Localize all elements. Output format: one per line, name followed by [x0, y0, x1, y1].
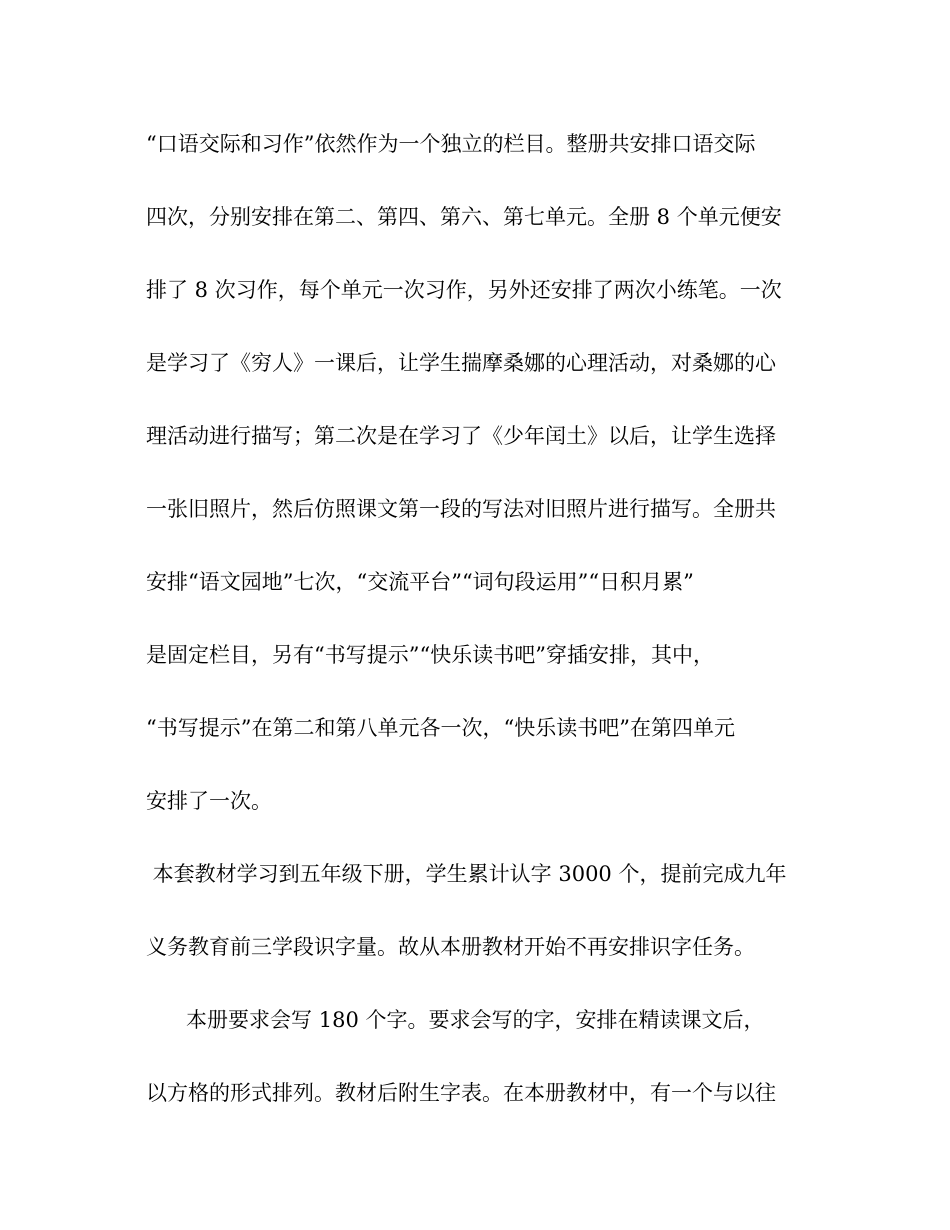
text-line: 以方格的形式排列。教材后附生字表。在本册教材中，有一个与以往	[146, 1081, 776, 1105]
text-line: 本册要求会写 180 个字。要求会写的字，安排在精读课文后，	[146, 1008, 765, 1032]
text-line: 义务教育前三学段识字量。故从本册教材开始不再安排识字任务。	[146, 935, 755, 959]
text-line: 安排了一次。	[146, 789, 272, 813]
text-line: 本套教材学习到五年级下册，学生累计认字 3000 个，提前完成九年	[146, 862, 787, 886]
text-line: “口语交际和习作”依然作为一个独立的栏目。整册共安排口语交际	[146, 132, 756, 156]
text-line: 排了 8 次习作，每个单元一次习作，另外还安排了两次小练笔。一次	[146, 278, 782, 302]
text-line: 理活动进行描写；第二次是在学习了《少年闰土》以后，让学生选择	[146, 424, 776, 448]
text-line: 是学习了《穷人》一课后，让学生揣摩桑娜的心理活动，对桑娜的心	[146, 351, 776, 375]
text-line: 安排“语文园地”七次，“交流平台”“词句段运用”“日积月累”	[146, 570, 694, 594]
text-line: 一张旧照片，然后仿照课文第一段的写法对旧照片进行描写。全册共	[146, 497, 776, 521]
text-line: 四次，分别安排在第二、第四、第六、第七单元。全册 8 个单元便安	[146, 205, 782, 229]
text-line: 是固定栏目，另有“书写提示”“快乐读书吧”穿插安排，其中，	[146, 643, 714, 667]
text-line: “书写提示”在第二和第八单元各一次，“快乐读书吧”在第四单元	[146, 716, 735, 740]
